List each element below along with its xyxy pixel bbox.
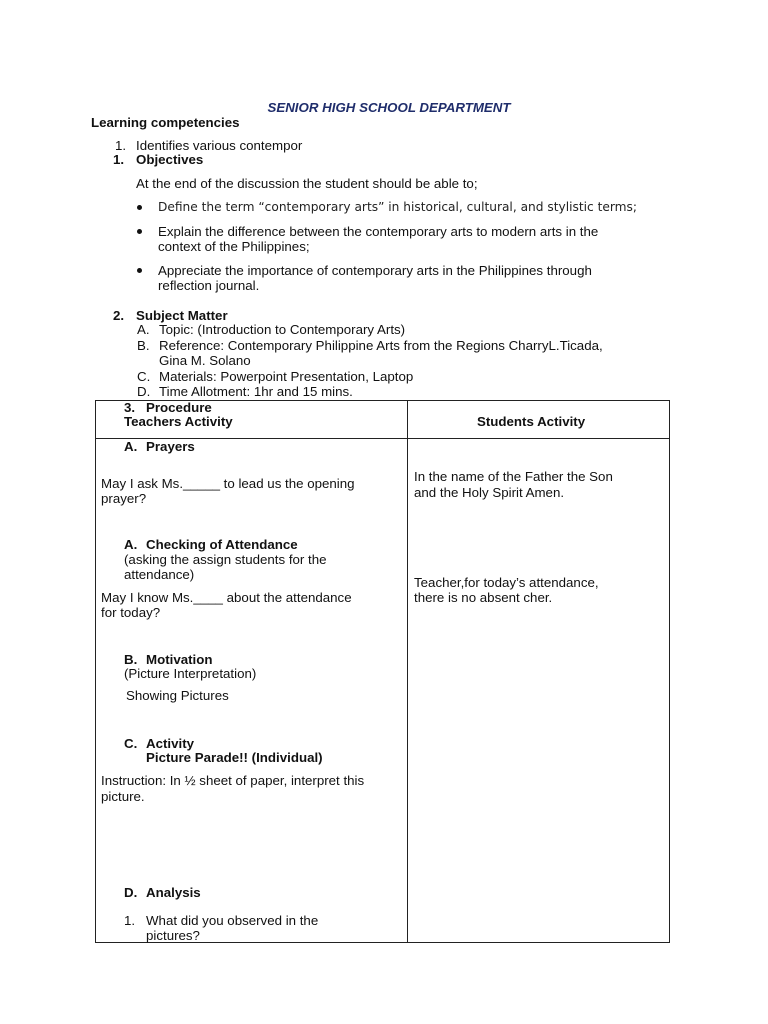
motivation-heading: Motivation bbox=[146, 652, 213, 667]
objective-bullet-1: Define the term “contemporary arts” in historical, cultural, and stylistic terms; bbox=[158, 200, 637, 214]
prayers-heading: Prayers bbox=[146, 439, 195, 454]
analysis-label: D. bbox=[124, 885, 138, 900]
objective-bullet-3-line2: reflection journal. bbox=[158, 278, 260, 293]
motivation-label: B. bbox=[124, 652, 138, 667]
attendance-label: A. bbox=[124, 537, 138, 552]
subject-c-label: C. bbox=[137, 369, 151, 384]
objectives-intro: At the end of the discussion the student should be able to; bbox=[136, 176, 478, 191]
attendance-teacher-line1: May I know Ms.____ about the attendance bbox=[101, 590, 352, 605]
page-title: SENIOR HIGH SCHOOL DEPARTMENT bbox=[267, 100, 511, 115]
analysis-question-number: 1. bbox=[124, 913, 136, 928]
subject-time-allotment: Time Allotment: 1hr and 15 mins. bbox=[159, 384, 353, 399]
motivation-text: Showing Pictures bbox=[126, 688, 229, 703]
activity-subheading: Picture Parade!! (Individual) bbox=[146, 750, 323, 765]
subject-d-label: D. bbox=[137, 384, 151, 399]
attendance-heading: Checking of Attendance bbox=[146, 537, 298, 552]
attendance-note-line1: (asking the assign students for the bbox=[124, 552, 327, 567]
bullet-icon bbox=[137, 205, 142, 210]
activity-instruction-line1: Instruction: In ½ sheet of paper, interpret this bbox=[101, 773, 365, 788]
objectives-heading: Objectives bbox=[136, 152, 204, 167]
teachers-activity-header: Teachers Activity bbox=[124, 414, 233, 429]
prayers-student-line2: and the Holy Spirit Amen. bbox=[414, 485, 565, 500]
procedure-number: 3. bbox=[124, 400, 136, 415]
competency-number: 1. bbox=[115, 138, 127, 153]
attendance-teacher-line2: for today? bbox=[101, 605, 161, 620]
activity-label: C. bbox=[124, 736, 138, 751]
prayers-teacher-line1: May I ask Ms._____ to lead us the opening bbox=[101, 476, 355, 491]
competencies-heading: Learning competencies bbox=[91, 115, 240, 130]
motivation-note: (Picture Interpretation) bbox=[124, 666, 257, 681]
subject-b-label: B. bbox=[137, 338, 150, 353]
prayers-student-line1: In the name of the Father the Son bbox=[414, 469, 613, 484]
competency-item: Identifies various contempor bbox=[136, 138, 303, 153]
analysis-question-line2: pictures? bbox=[146, 928, 200, 943]
students-activity-header: Students Activity bbox=[477, 414, 586, 429]
objective-bullet-3-line1: Appreciate the importance of contemporary arts in the Philippines through bbox=[158, 263, 592, 278]
subject-materials: Materials: Powerpoint Presentation, Laptop bbox=[159, 369, 414, 384]
activity-heading: Activity bbox=[146, 736, 195, 751]
subject-matter-number: 2. bbox=[113, 308, 125, 323]
subject-reference-line2: Gina M. Solano bbox=[159, 353, 251, 368]
attendance-student-line1: Teacher,for today’s attendance, bbox=[414, 575, 599, 590]
objective-bullet-2-line2: context of the Philippines; bbox=[158, 239, 310, 254]
analysis-heading: Analysis bbox=[146, 885, 201, 900]
attendance-student-line2: there is no absent cher. bbox=[414, 590, 553, 605]
procedure-heading: Procedure bbox=[146, 400, 212, 415]
attendance-note-line2: attendance) bbox=[124, 567, 195, 582]
bullet-icon bbox=[137, 268, 142, 273]
prayers-label: A. bbox=[124, 439, 138, 454]
analysis-question-line1: What did you observed in the bbox=[146, 913, 319, 928]
activity-instruction-line2: picture. bbox=[101, 789, 145, 804]
subject-a-label: A. bbox=[137, 322, 150, 337]
subject-matter-heading: Subject Matter bbox=[136, 308, 228, 323]
objectives-number: 1. bbox=[113, 152, 125, 167]
bullet-icon bbox=[137, 229, 142, 234]
table-column-divider bbox=[407, 400, 408, 943]
objective-bullet-2-line1: Explain the difference between the contemporary arts to modern arts in the bbox=[158, 224, 599, 239]
subject-topic: Topic: (Introduction to Contemporary Arts) bbox=[159, 322, 406, 337]
prayers-teacher-line2: prayer? bbox=[101, 491, 147, 506]
subject-reference-line1: Reference: Contemporary Philippine Arts from the Regions CharryL.Ticada, bbox=[159, 338, 603, 353]
